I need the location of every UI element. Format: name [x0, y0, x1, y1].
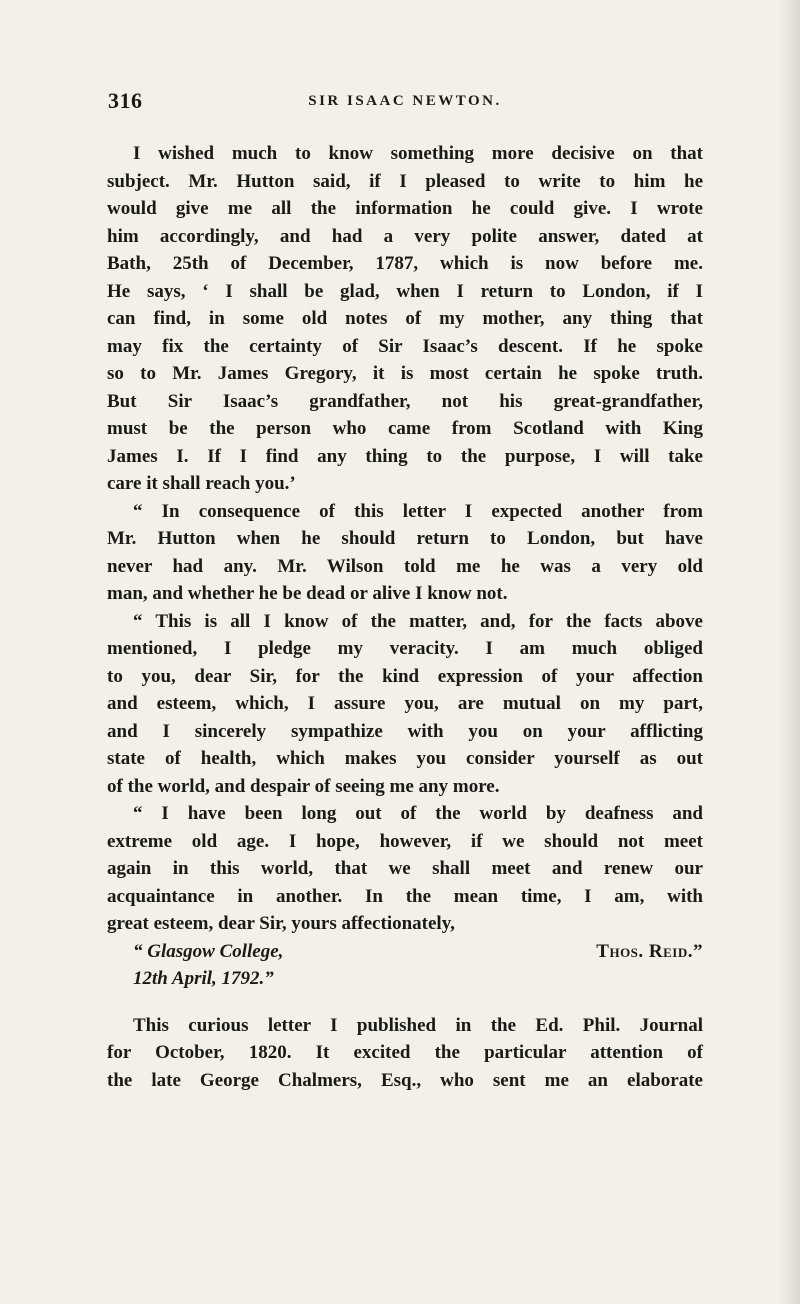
text-line: “ This is all I know of the matter, and, for the facts above [133, 610, 703, 632]
text-line: of the world, and despair of seeing me any more. [107, 775, 500, 797]
page-number: 316 [108, 88, 143, 113]
signature-date: 12th April, 1792.” [133, 968, 274, 989]
page-edge-shadow [778, 0, 800, 1304]
text-line: He says, ‘ I shall be glad, when I return to London, if I [107, 280, 703, 302]
running-title: SIR ISAAC NEWTON. [308, 93, 502, 109]
text-line: This curious letter I published in the Ed. Phil. Journal [133, 1014, 703, 1036]
text-line: I wished much to know something more decisive on that [133, 143, 703, 164]
text-line: great esteem, dear Sir, yours affectionately, [107, 913, 455, 934]
text-line: Bath, 25th of December, 1787, which is now before me. [107, 253, 703, 274]
text-line: may fix the certainty of Sir Isaac’s descent. If he spoke [107, 335, 703, 357]
text-line: must be the person who came from Scotland with King [107, 418, 703, 439]
text-line: for October, 1820. It excited the particular attention of [107, 1042, 703, 1063]
text-line: James I. If I find any thing to the purpose, I will take [107, 445, 703, 467]
text-line: to you, dear Sir, for the kind expression of your affection [107, 665, 703, 687]
text-line: “ I have been long out of the world by deafness and [133, 803, 703, 824]
text-line: would give me all the information he could give. I wrote [107, 198, 703, 219]
text-line: “ In consequence of this letter I expected another from [133, 500, 703, 522]
text-line: the late George Chalmers, Esq., who sent me an elaborate [107, 1069, 703, 1091]
text-line: him accordingly, and had a very polite answer, dated at [107, 225, 703, 247]
text-line: state of health, which makes you consider yourself as out [107, 748, 703, 769]
text-line: so to Mr. James Gregory, it is most certain he spoke truth. [107, 363, 703, 384]
text-line: can find, in some old notes of my mother, any thing that [107, 308, 703, 329]
text-line: Mr. Hutton when he should return to London, but have [107, 528, 703, 549]
signature-name: Thos. Reid.” [596, 940, 703, 962]
text-line: and I sincerely sympathize with you on your afflicting [107, 720, 703, 742]
text-line: extreme old age. I hope, however, if we should not meet [107, 830, 703, 852]
text-line: again in this world, that we shall meet and renew our [107, 858, 703, 879]
body-text [107, 140, 703, 1094]
text-line: never had any. Mr. Wilson told me he was a very old [107, 555, 703, 577]
text-line: subject. Mr. Hutton said, if I pleased to write to him he [107, 170, 703, 192]
text-line: acquaintance in another. In the mean time, I am, with [107, 885, 703, 907]
text-line: But Sir Isaac’s grandfather, not his great-grandfather, [107, 390, 703, 412]
text-line: mentioned, I pledge my veracity. I am much obliged [107, 638, 703, 659]
signature-line [107, 938, 703, 966]
text-line: and esteem, which, I assure you, are mutual on my part, [107, 693, 703, 714]
signature-place: “ Glasgow College, [133, 940, 284, 962]
text-line: care it shall reach you.’ [107, 473, 296, 494]
text-line: man, and whether he be dead or alive I know not. [107, 583, 508, 604]
paragraph-gap [107, 993, 703, 1012]
running-head [108, 88, 702, 118]
